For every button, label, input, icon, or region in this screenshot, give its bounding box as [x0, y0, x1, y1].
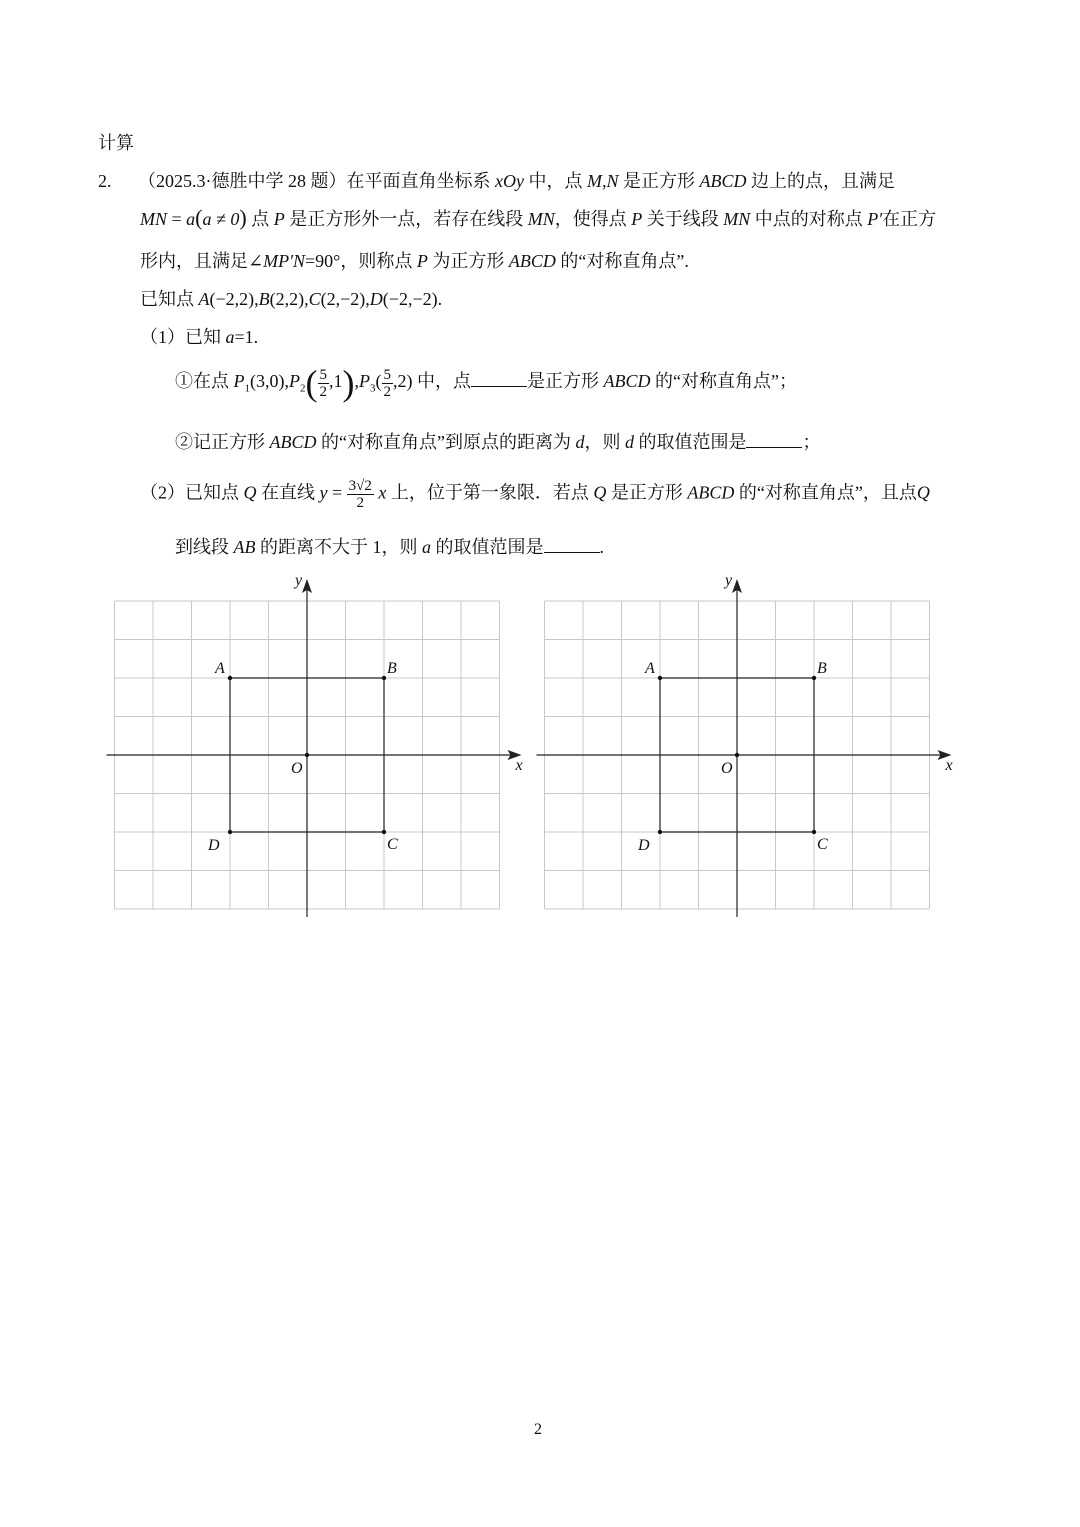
fraction: $\frac{5}{2}$	[383, 366, 391, 400]
vertex-a	[228, 676, 232, 680]
vertex-c	[382, 830, 386, 834]
fraction: $\frac{3√2}{2}$	[348, 478, 372, 511]
x-axis-label: x	[945, 757, 953, 774]
known-points: 已知点 A(−2,2),B(2,2),C(2,−2),D(−2,−2).	[140, 289, 443, 309]
problem-line-2: MN = a(a ≠ 0) 点 P 是正方形外一点，若存在线段 MN，使得点 P 关于线段 MN 中点的对称点 P′在正方	[140, 205, 937, 230]
question-1: ①在点 $P_1(3,0),P_2$( $\frac{5}{2}$ $,1),P_3$( $\frac{5}{2}$ ,2) 中，点 是正方形 ABCD 的“对称直角点”；	[175, 363, 797, 403]
part-2-line-2: 到线段 AB 的距离不大于 1，则 a 的取值范围是 .	[175, 534, 604, 559]
problem-source: （2025.3·德胜中学 28 题）	[138, 171, 347, 191]
vertex-a	[658, 676, 662, 680]
answer-blank[interactable]	[746, 429, 802, 448]
question-2: ②记正方形 ABCD 的“对称直角点”到原点的距离为 d，则 d 的取值范围是 ；	[175, 429, 820, 454]
label-b: B	[387, 660, 397, 677]
vertex-d	[228, 830, 232, 834]
vertex-c	[812, 830, 816, 834]
label-a: A	[645, 660, 655, 677]
fraction: $\frac{5}{2}$	[319, 366, 327, 400]
problem-line-3: 形内，且满足∠MP′N=90°，则称点 P 为正方形 ABCD 的“对称直角点”.	[140, 251, 689, 271]
origin-point	[735, 753, 739, 757]
label-d: D	[638, 837, 650, 854]
y-axis-label: y	[295, 572, 303, 589]
label-b: B	[817, 660, 827, 677]
origin-point	[305, 753, 309, 757]
label-d: D	[208, 837, 220, 854]
label-origin: O	[721, 760, 733, 777]
vertex-d	[658, 830, 662, 834]
page-number: 2	[534, 1421, 542, 1438]
label-c: C	[817, 836, 828, 853]
vertex-b	[382, 676, 386, 680]
label-a: A	[215, 660, 225, 677]
vertex-b	[812, 676, 816, 680]
problem-number: 2.	[98, 171, 112, 191]
label-origin: O	[291, 760, 303, 777]
problem-line-1: （2025.3·德胜中学 28 题）在平面直角坐标系 xOy 中，点 M,N 是正方形 ABCD 边上的点，且满足	[138, 171, 895, 191]
x-axis-label: x	[515, 757, 523, 774]
y-axis-label: y	[725, 572, 733, 589]
answer-blank[interactable]	[544, 534, 600, 553]
coordinate-figures	[0, 570, 1080, 930]
label-c: C	[387, 836, 398, 853]
part-2: （2）已知点 Q 在直线 y = $\frac{3√2}{2}$ x 上，位于第一象限．若点 Q 是正方形 ABCD 的“对称直角点”，且点Q	[140, 478, 930, 511]
section-title: 计算	[98, 133, 134, 153]
answer-blank[interactable]	[471, 368, 527, 387]
part-1-label: （1）已知 a=1.	[140, 327, 259, 347]
